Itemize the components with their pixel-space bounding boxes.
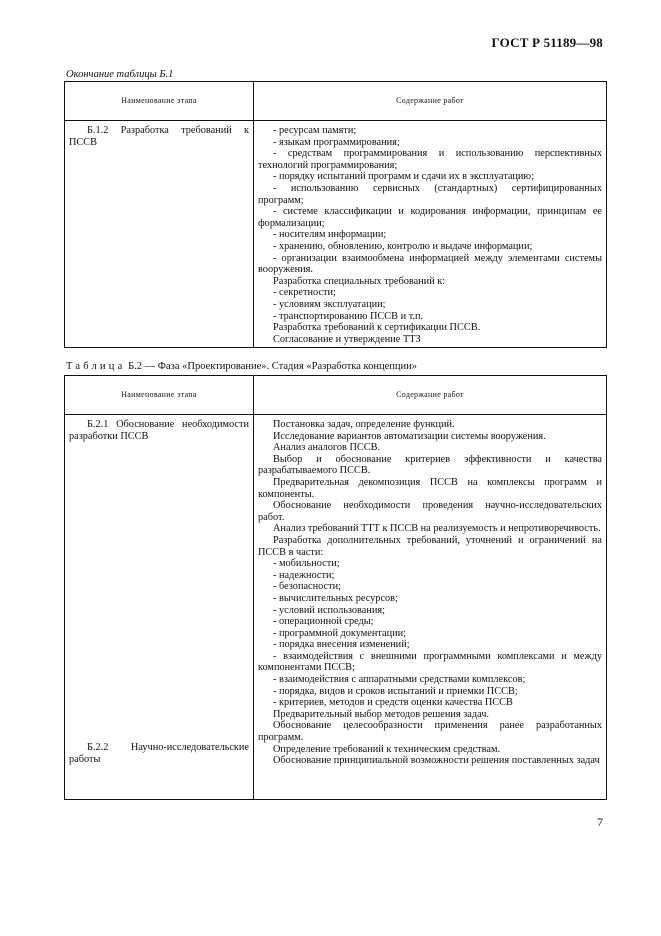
table2-works-cell [254, 415, 607, 800]
work-line: Определение требований к техническим средствам. [273, 743, 501, 755]
work-line: Обоснование целесообразности применения ранее разработанных программ. [258, 720, 602, 744]
table2-caption-text: Б.2 — Фаза «Проектирование». Стадия «Разработка концепции» [128, 361, 417, 372]
table1-col-stage-header: Наименование этапа [65, 82, 254, 121]
table2-col-stage-header: Наименование этапа [65, 376, 254, 415]
stage-b2-1: Б.2.1 Обоснование необходимости разработки ПССВ [69, 419, 249, 442]
table1-col-works-header: Содержание работ [254, 82, 607, 121]
table2-caption-prefix: Таблица [66, 361, 126, 372]
table1-stage-cell [65, 121, 254, 348]
work-line: Разработка специальных требований к: [273, 275, 446, 287]
table2-stage-cell [65, 415, 254, 800]
work-line: Обоснование принципиальной возможности решения поставленных задач [273, 755, 600, 767]
work-line: Выбор и обоснование критериев эффективности и качества разрабатываемого ПССВ. [258, 453, 602, 477]
page-number: 7 [597, 815, 603, 829]
work-line: - порядку испытаний программ и сдачи их в эксплуатацию; [273, 171, 534, 183]
work-line: - носителям информации; [273, 229, 387, 241]
work-line: - ресурсам памяти; [273, 125, 357, 136]
table-b1-continuation [64, 81, 607, 348]
table1-works-cell [254, 121, 607, 348]
work-line: - условиям эксплуатации; [273, 298, 386, 310]
work-line: - хранению, обновлению, контролю и выдаче информации; [273, 240, 533, 252]
work-line: - надежности; [273, 569, 335, 581]
work-line: - операционной среды; [273, 616, 374, 628]
work-line: - взаимодействия с аппаратными средствами комплексов; [273, 674, 526, 686]
work-line: - организации взаимообмена информацией между элементами системы вооружения. [258, 252, 602, 276]
work-line: - взаимодействия с внешними программными комплексами и между компонентами ПССВ; [258, 650, 602, 674]
work-line: Анализ требований ТТТ к ПССВ на реализуемость и непротиворечивость. [273, 523, 601, 535]
work-line: Постановка задач, определение функций. [273, 419, 455, 430]
work-line: - системе классификации и кодирования информации, принципам ее формализации; [258, 206, 602, 229]
work-line: - программной документации; [273, 627, 406, 639]
table1-caption: Окончание таблицы Б.1 [66, 69, 174, 80]
table2-caption [66, 361, 417, 372]
work-line: Разработка дополнительных требований, уточнений и ограничений на ПССВ в части: [258, 534, 602, 558]
work-line: - порядка внесения изменений; [273, 639, 410, 651]
work-line: - средствам программирования и использованию перспективных технологий программирования; [258, 148, 602, 171]
work-line: - мобильности; [273, 558, 340, 570]
document-standard-number: ГОСТ Р 51189—98 [491, 35, 603, 50]
work-line: - транспортированию ПССВ и т.п. [273, 310, 424, 322]
work-line: - языкам программирования; [273, 136, 400, 148]
work-line: Предварительный выбор методов решения задач. [273, 708, 489, 720]
work-line: Анализ аналогов ПССВ. [273, 442, 381, 454]
work-line: - условий использования; [273, 604, 385, 616]
table2-col-works-header: Содержание работ [254, 376, 607, 415]
work-line: - критериев, методов и средств оценки качества ПССВ [273, 697, 513, 709]
work-line: - порядка, видов и сроков испытаний и приемки ПССВ; [273, 685, 518, 697]
work-line: - безопасности; [273, 581, 341, 593]
work-line: Согласование и утверждение ТТЗ [273, 333, 421, 345]
work-line: Предварительная декомпозиция ПССВ на комплексы программ и компоненты. [258, 476, 602, 500]
work-line: - секретности; [273, 287, 336, 299]
stage-b1-2: Б.1.2 Разработка требований к ПССВ [69, 125, 249, 148]
stage-b2-2: Б.2.2 Научно-исследовательские работы [69, 742, 249, 765]
work-line: Обоснование необходимости проведения научно-исследовательских работ. [258, 500, 602, 523]
table-b2 [64, 375, 607, 800]
work-line: - вычислительных ресурсов; [273, 592, 398, 604]
work-line: - использованию сервисных (стандартных) сертифицированных программ; [258, 182, 602, 206]
work-line: Разработка требований к сертификации ПССВ. [273, 322, 481, 334]
work-line: Исследование вариантов автоматизации системы вооружения. [273, 430, 546, 442]
